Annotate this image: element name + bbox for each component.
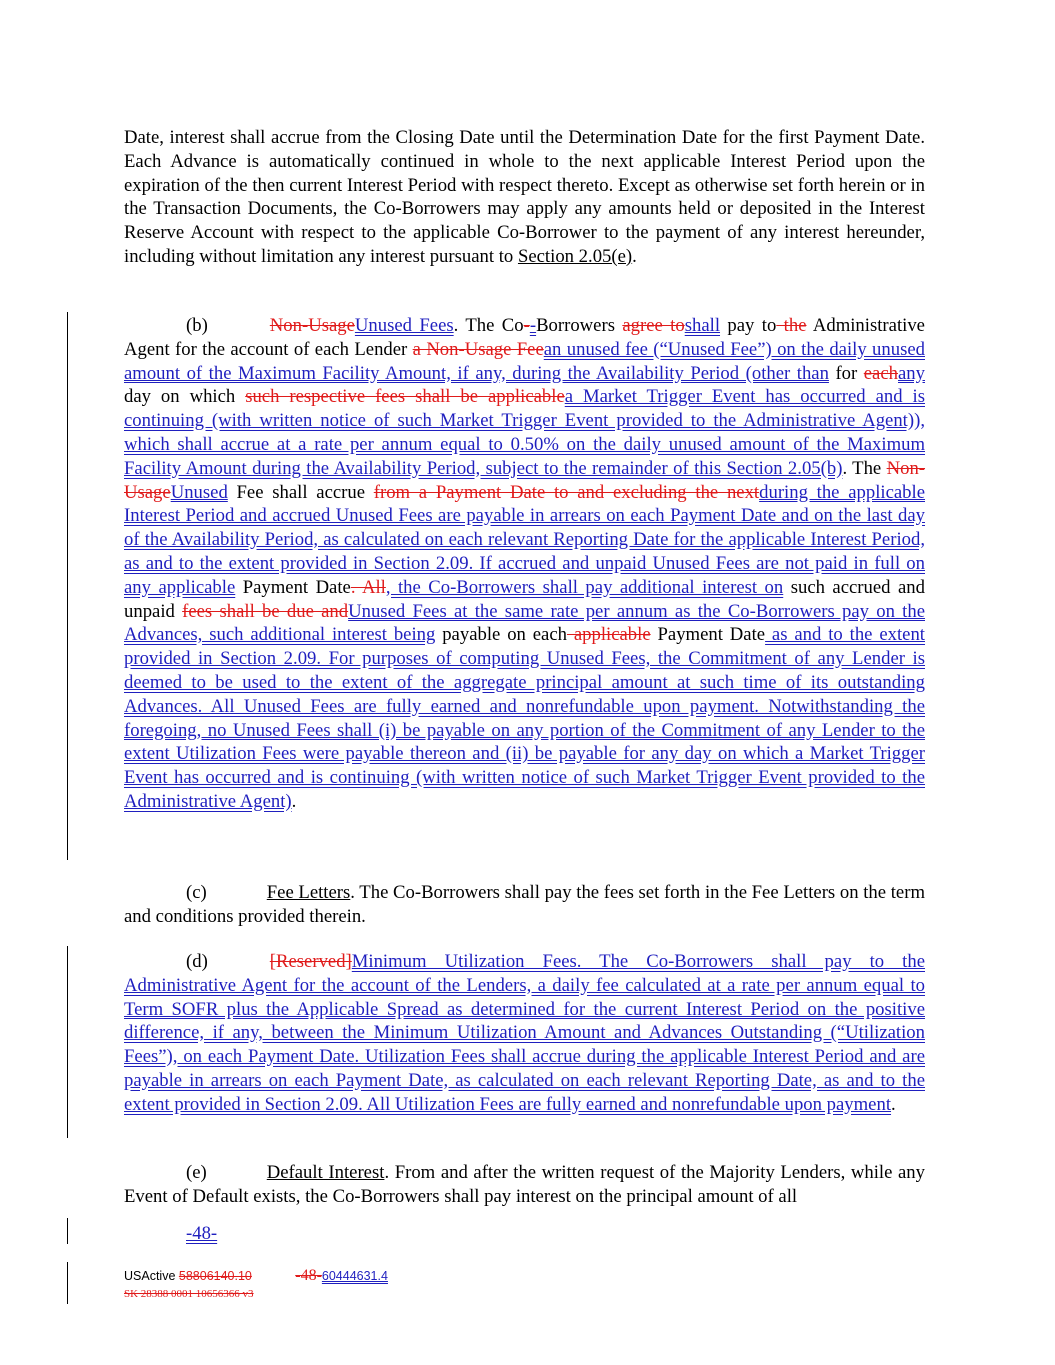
deleted-text: [Reserved] (269, 951, 352, 972)
deleted-page-number: -48- (295, 1267, 322, 1284)
section-c-fee-letters (124, 881, 925, 929)
paragraph-text: Borrowers (536, 315, 623, 336)
section-label: (c) (186, 882, 207, 903)
inserted-text: Minimum Utilization Fees. The Co-Borrowers shall pay to the Administrative Agent for the account of the Lenders, a daily fee calculated at a rate per annum equal to Term SOFR plus the Applicable Spread as determined for the current Interest Period on the positive difference, if any, between the Minimum Utilization Amount and Advances Outstanding (“Utilization Fees”), on each Payment Date. Utilization Fees shall accrue during the applicable Interest Period and are payable in arrears on each Payment Date, as calculated on each relevant Reporting Date, as and to the extent provided in Section 2.09. All Utilization Fees are fully earned and nonrefundable upon payment (124, 951, 925, 1115)
paragraph-text: . The (842, 457, 887, 479)
section-label: (e) (186, 1162, 207, 1183)
paragraph-text: Administrative Agent for the account of each Lender (124, 315, 925, 360)
deleted-text: each (863, 362, 898, 384)
footer-sk-reference (124, 1287, 254, 1301)
inserted-text: an unused fee (“Unused Fee”) on the daily unused amount of the Maximum Facility Amount, if any, during the Availability Period (other than (124, 338, 925, 384)
inserted-text: as and to the extent provided in Section 2.09. For purposes of computing Unused Fees, the Commitment of any Lender is deemed to be used to the extent of the aggregate principal amount at such time of its outstanding Advances. All Unused Fees are fully earned and nonrefundable upon payment. Notwithstanding the foregoing, no Unused Fees shall (i) be payable on any portion of the Commitment of any Lender to the extent Utilization Fees were payable thereon and (ii) be payable for any day on which a Market Trigger Event has occurred and is continuing (with written notice of such Market Trigger Event provided to the Administrative Agent) (124, 624, 925, 812)
paragraph-text: . The Co-Borrowers shall pay the fees set forth in the Fee Letters on the term and conditions provided therein. (124, 882, 925, 927)
deleted-text: a Non-Usage Fee (412, 338, 544, 360)
paragraph-interest-continuation (124, 126, 925, 269)
inserted-text: a Market Trigger Event has occurred and is continuing (with written notice of such Market Trigger Event provided to the Administrative Agent)), which shall accrue at a rate per annum equal to 0.50% on the daily unused amount of the Maximum Facility Amount during the Availability Period, subject to the remainder of this Section 2.05(b) (124, 386, 925, 479)
section-heading: Default Interest (266, 1162, 385, 1183)
change-bar (67, 1218, 68, 1244)
inserted-text: shall (684, 315, 721, 336)
paragraph-text: Fee shall accrue (227, 481, 374, 503)
deleted-text: applicable (566, 624, 651, 646)
paragraph-text: Payment Date (235, 576, 351, 598)
paragraph-text: . From and after the written request of the Majority Lenders, while any Event of Default exists, the Co-Borrowers shall pay interest on the principal amount of all (124, 1162, 925, 1207)
deleted-text: Non-Usage (124, 457, 926, 503)
change-bar (67, 946, 68, 1138)
footer-prefix: USActive (124, 1269, 179, 1283)
paragraph-text: for (828, 362, 864, 384)
page-number-label: -48- (186, 1223, 218, 1244)
section-reference-link[interactable]: Section 2.05(e) (517, 245, 633, 267)
section-e-default-interest (124, 1161, 925, 1209)
paragraph-text: Date, interest shall accrue from the Closing Date until the Determination Date for the first Payment Date. Each Advance is automatically continued in whole to the next applicable Interest Period upon the expiration of the then current Interest Period with respect thereto. Except as otherwise set forth herein or in the Transaction Documents, the Co-Borrowers may apply any amounts held or deposited in the Interest Reserve Account with respect to the applicable Co-Borrower to the payment of any interest hereunder, including without limitation any interest pursuant to (124, 127, 925, 267)
inserted-text: , the Co-Borrowers shall pay additional interest on (385, 576, 784, 598)
paragraph-text: . (632, 245, 637, 267)
paragraph-text: such accrued and unpaid (124, 576, 925, 622)
inserted-text: Unused Fees at the same rate per annum as the Co-Borrowers pay on the Advances, such additional interest being (124, 600, 925, 646)
change-bar (67, 312, 68, 860)
section-heading: Unused Fees (354, 315, 454, 336)
section-d-minimum-utilization-fees (124, 950, 925, 1117)
deleted-text: agree to (622, 315, 685, 336)
page-number (124, 1222, 222, 1246)
inserted-text: Unused (170, 481, 228, 503)
deleted-sk-reference: SK 28388 0001 10656366 v3 (124, 1288, 254, 1300)
deleted-text: from a Payment Date to and excluding the next (373, 481, 760, 503)
deleted-text: . All (350, 576, 386, 598)
section-label: (d) (186, 951, 208, 972)
deleted-text: - (523, 315, 530, 336)
inserted-text: any (898, 362, 925, 384)
inserted-doc-id: 60444631.4 (321, 1269, 388, 1283)
change-bar (67, 1262, 68, 1304)
paragraph-text: day on which (124, 386, 246, 408)
deleted-text: Non-Usage (269, 315, 355, 336)
section-b-unused-fees (124, 314, 925, 814)
paragraph-text: . (891, 1093, 896, 1115)
paragraph-text: . (291, 790, 297, 812)
deleted-text: fees shall be due and (182, 600, 349, 622)
deleted-doc-id: 58806140.10 (178, 1269, 252, 1283)
deleted-text: the (776, 315, 807, 336)
inserted-text: - (529, 315, 537, 336)
footer-doc-id (124, 1268, 388, 1284)
deleted-text: such respective fees shall be applicable (245, 386, 565, 408)
paragraph-text: Payment Date (650, 624, 766, 646)
paragraph-text: . The Co (453, 315, 524, 336)
section-heading: Fee Letters (266, 882, 351, 903)
inserted-text: during the applicable Interest Period and accrued Unused Fees are payable in arrears on each Payment Date and on the last day of the Availability Period, as calculated on each relevant Reporting Date for the applicable Interest Period, as and to the extent provided in Section 2.09. If accrued and unpaid Unused Fees are not paid in full on any applicable (124, 481, 925, 598)
paragraph-text: pay to (720, 315, 777, 336)
section-label: (b) (186, 315, 208, 336)
paragraph-text: payable on each (435, 624, 567, 646)
